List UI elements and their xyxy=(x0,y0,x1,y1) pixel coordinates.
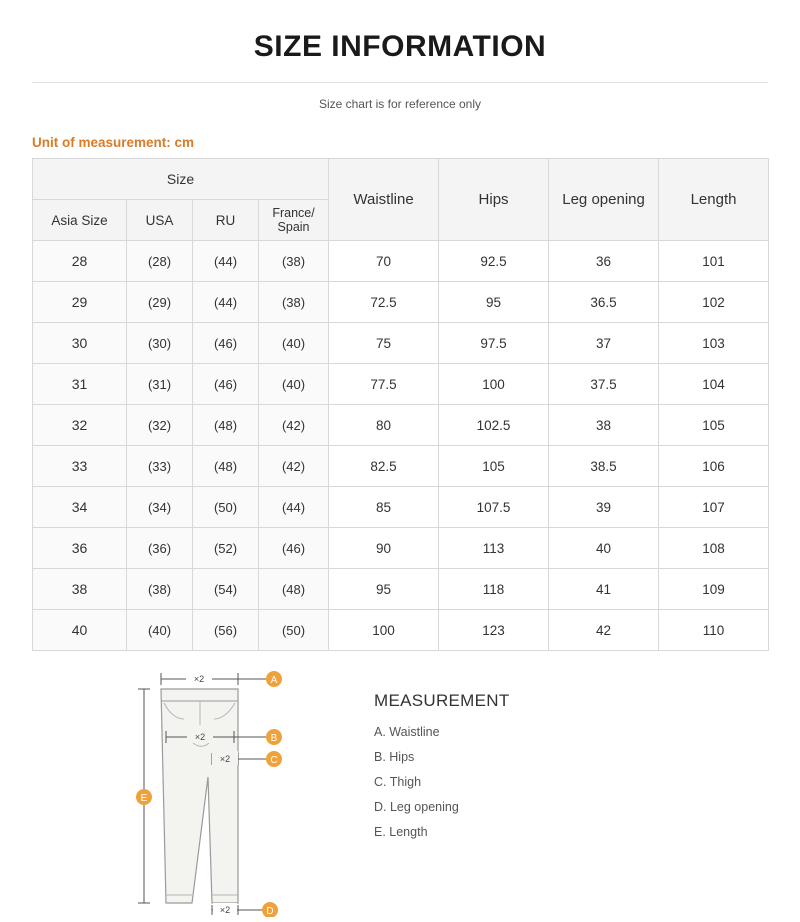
cell-usa: (31) xyxy=(127,364,193,405)
cell-length: 108 xyxy=(659,528,769,569)
cell-ru: (52) xyxy=(193,528,259,569)
svg-text:B: B xyxy=(270,733,278,744)
measurement-item-length: E. Length xyxy=(374,825,428,839)
cell-france-spain: (38) xyxy=(259,241,329,282)
cell-hips: 92.5 xyxy=(439,241,549,282)
unit-of-measurement-note: Unit of measurement: cm xyxy=(32,135,195,150)
cell-ru: (56) xyxy=(193,610,259,651)
cell-length: 104 xyxy=(659,364,769,405)
svg-text:A: A xyxy=(270,675,278,686)
cell-usa: (40) xyxy=(127,610,193,651)
measurement-item-thigh: C. Thigh xyxy=(374,775,422,789)
cell-waistline: 77.5 xyxy=(329,364,439,405)
cell-asia-size: 30 xyxy=(33,323,127,364)
cell-usa: (33) xyxy=(127,446,193,487)
cell-waistline: 90 xyxy=(329,528,439,569)
cell-france-spain: (44) xyxy=(259,487,329,528)
cell-leg-opening: 42 xyxy=(549,610,659,651)
cell-asia-size: 40 xyxy=(33,610,127,651)
cell-leg-opening: 39 xyxy=(549,487,659,528)
table-row xyxy=(33,528,769,569)
cell-france-spain: (42) xyxy=(259,446,329,487)
cell-waistline: 72.5 xyxy=(329,282,439,323)
cell-length: 109 xyxy=(659,569,769,610)
cell-usa: (30) xyxy=(127,323,193,364)
cell-leg-opening: 38.5 xyxy=(549,446,659,487)
cell-length: 105 xyxy=(659,405,769,446)
cell-hips: 123 xyxy=(439,610,549,651)
cell-leg-opening: 36 xyxy=(549,241,659,282)
cell-leg-opening: 37 xyxy=(549,323,659,364)
measurement-item-leg-opening: D. Leg opening xyxy=(374,800,459,814)
cell-leg-opening: 38 xyxy=(549,405,659,446)
pants-measurement-diagram xyxy=(126,667,356,917)
svg-text:×2: ×2 xyxy=(193,674,205,684)
cell-ru: (48) xyxy=(193,446,259,487)
cell-length: 107 xyxy=(659,487,769,528)
cell-usa: (28) xyxy=(127,241,193,282)
cell-hips: 100 xyxy=(439,364,549,405)
cell-usa: (38) xyxy=(127,569,193,610)
header-length: Length xyxy=(659,159,769,241)
table-row xyxy=(33,364,769,405)
cell-ru: (44) xyxy=(193,241,259,282)
size-chart-table xyxy=(32,158,769,651)
table-row xyxy=(33,241,769,282)
table-row xyxy=(33,405,769,446)
cell-waistline: 82.5 xyxy=(329,446,439,487)
header-asia-size: Asia Size xyxy=(33,200,127,241)
table-row xyxy=(33,569,769,610)
header-ru: RU xyxy=(193,200,259,241)
cell-ru: (46) xyxy=(193,323,259,364)
cell-asia-size: 34 xyxy=(33,487,127,528)
cell-usa: (29) xyxy=(127,282,193,323)
cell-usa: (32) xyxy=(127,405,193,446)
cell-france-spain: (40) xyxy=(259,323,329,364)
cell-france-spain: (40) xyxy=(259,364,329,405)
cell-waistline: 95 xyxy=(329,569,439,610)
cell-ru: (54) xyxy=(193,569,259,610)
cell-hips: 107.5 xyxy=(439,487,549,528)
header-size-group: Size xyxy=(33,159,329,200)
svg-text:E: E xyxy=(140,793,148,804)
cell-asia-size: 38 xyxy=(33,569,127,610)
cell-ru: (44) xyxy=(193,282,259,323)
svg-text:×2: ×2 xyxy=(219,754,231,764)
cell-waistline: 100 xyxy=(329,610,439,651)
header-waistline: Waistline xyxy=(329,159,439,241)
cell-leg-opening: 36.5 xyxy=(549,282,659,323)
header-france-spain: France/ Spain xyxy=(259,200,329,241)
table-row xyxy=(33,446,769,487)
measurement-item-hips: B. Hips xyxy=(374,750,415,764)
table-row xyxy=(33,487,769,528)
cell-hips: 95 xyxy=(439,282,549,323)
cell-waistline: 70 xyxy=(329,241,439,282)
header-usa: USA xyxy=(127,200,193,241)
cell-ru: (50) xyxy=(193,487,259,528)
cell-leg-opening: 37.5 xyxy=(549,364,659,405)
table-body xyxy=(33,241,769,651)
table-row xyxy=(33,610,769,651)
header-hips: Hips xyxy=(439,159,549,241)
cell-length: 102 xyxy=(659,282,769,323)
svg-text:C: C xyxy=(270,755,278,766)
page-subtitle: Size chart is for reference only xyxy=(318,97,482,111)
cell-ru: (48) xyxy=(193,405,259,446)
cell-asia-size: 28 xyxy=(33,241,127,282)
cell-asia-size: 31 xyxy=(33,364,127,405)
cell-length: 110 xyxy=(659,610,769,651)
cell-usa: (36) xyxy=(127,528,193,569)
cell-waistline: 80 xyxy=(329,405,439,446)
cell-waistline: 75 xyxy=(329,323,439,364)
table-header-row-group xyxy=(33,159,769,200)
cell-france-spain: (50) xyxy=(259,610,329,651)
cell-hips: 118 xyxy=(439,569,549,610)
cell-france-spain: (42) xyxy=(259,405,329,446)
measurement-legend xyxy=(374,667,674,850)
table-row xyxy=(33,282,769,323)
cell-usa: (34) xyxy=(127,487,193,528)
cell-asia-size: 33 xyxy=(33,446,127,487)
cell-asia-size: 36 xyxy=(33,528,127,569)
svg-text:D: D xyxy=(266,906,274,917)
table-header xyxy=(33,159,769,241)
table-row xyxy=(33,323,769,364)
cell-waistline: 85 xyxy=(329,487,439,528)
pants-diagram-svg xyxy=(126,667,356,917)
cell-length: 106 xyxy=(659,446,769,487)
cell-asia-size: 32 xyxy=(33,405,127,446)
cell-hips: 113 xyxy=(439,528,549,569)
subtitle-divider xyxy=(32,82,768,111)
header-leg-opening: Leg opening xyxy=(549,159,659,241)
cell-leg-opening: 40 xyxy=(549,528,659,569)
cell-length: 103 xyxy=(659,323,769,364)
cell-length: 101 xyxy=(659,241,769,282)
svg-text:×2: ×2 xyxy=(219,905,231,915)
svg-text:×2: ×2 xyxy=(194,732,206,742)
cell-leg-opening: 41 xyxy=(549,569,659,610)
cell-france-spain: (38) xyxy=(259,282,329,323)
measurement-title: MEASUREMENT xyxy=(374,691,510,710)
cell-hips: 105 xyxy=(439,446,549,487)
measurement-section xyxy=(32,667,768,917)
cell-france-spain: (46) xyxy=(259,528,329,569)
cell-hips: 102.5 xyxy=(439,405,549,446)
page-title: SIZE INFORMATION xyxy=(253,30,547,63)
cell-ru: (46) xyxy=(193,364,259,405)
cell-asia-size: 29 xyxy=(33,282,127,323)
cell-france-spain: (48) xyxy=(259,569,329,610)
cell-hips: 97.5 xyxy=(439,323,549,364)
measurement-item-waistline: A. Waistline xyxy=(374,725,440,739)
